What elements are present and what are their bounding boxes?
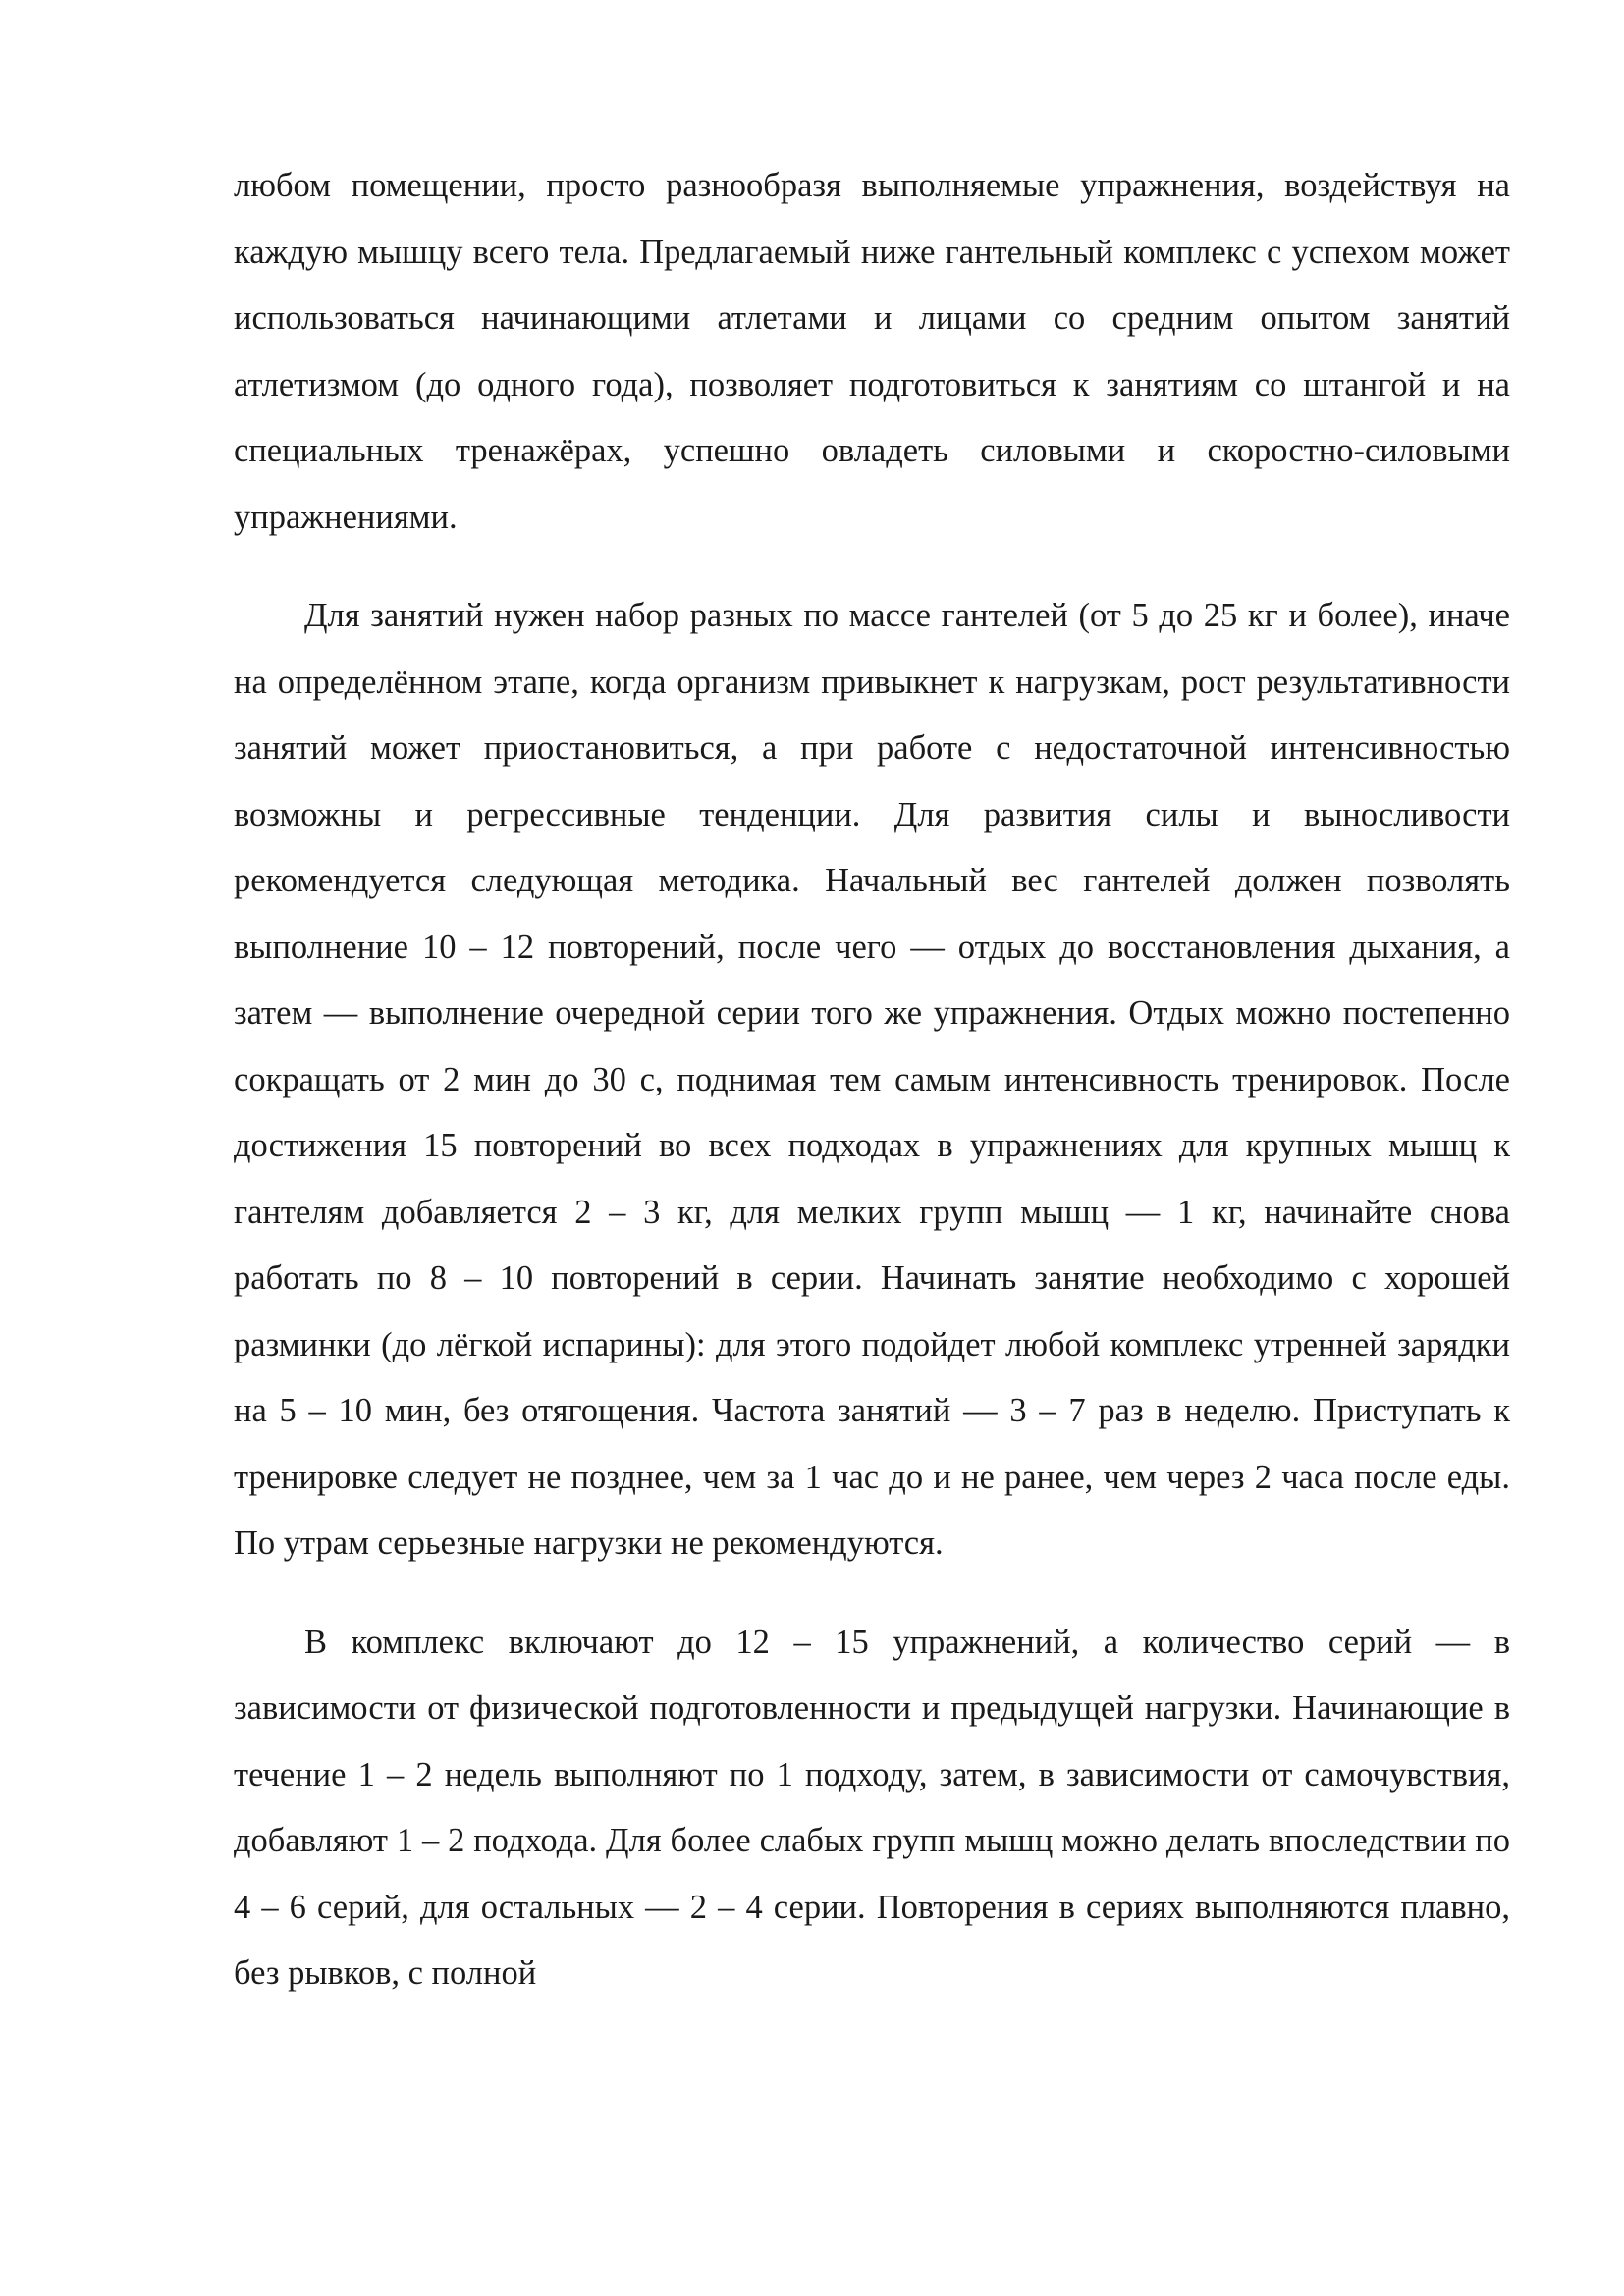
paragraph-exercise-sets: В комплекс включают до 12 – 15 упражнений, а количество серий — в зависимости от физической подготовленности и предыдущей нагрузки. Начинающие в течение 1 – 2 недель выполняют по 1 подходу, затем, в зависимости от самочувствия, добавляют 1 – 2 подхода. Для более слабых групп мышц можно делать впоследствии по 4 – 6 серий, для остальных — 2 – 4 серии. Повторения в сериях выполняются плавно, без рывков, с полной xyxy=(234,1623,1510,1992)
paragraph-dumbbell-method: Для занятий нужен набор разных по массе гантелей (от 5 до 25 кг и более), иначе на определённом этапе, когда организм привыкнет к нагрузкам, рост результативности занятий может приостановиться, а при работе с недостаточной интенсивностью возможны и регрессивные тенденции. Для развития силы и выносливости рекомендуется следующая методика. Начальный вес гантелей должен позволять выполнение 10 – 12 повторений, после чего — отдых до восстановления дыхания, а затем — выполнение очередной серии того же упражнения. Отдых можно постепенно сокращать от 2 мин до 30 с, поднимая тем самым интенсивность тренировок. После достижения 15 повторений во всех подходах в упражнениях для крупных мышц к гантелям добавляется 2 – 3 кг, для мелких групп мышц — 1 кг, начинайте снова работать по 8 – 10 повторений в серии. Начинать занятие необходимо с хорошей разминки (до лёгкой испарины): для этого подойдет любой комплекс утренней зарядки на 5 – 10 мин, без отягощения. Частота занятий — 3 – 7 раз в неделю. Приступать к тренировке следует не позднее, чем за 1 час до и не ранее, чем через 2 часа после еды. По утрам серьезные нагрузки не рекомендуются. xyxy=(234,597,1510,1562)
body-text xyxy=(234,153,1510,2007)
paragraph-continuation: любом помещении, просто разнообразя выполняемые упражнения, воздействуя на каждую мышцу всего тела. Предлагаемый ниже гантельный комплекс с успехом может использоваться начинающими атлетами и лицами со средним опытом занятий атлетизмом (до одного года), позволяет подготовиться к занятиям со штангой и на специальных тренажёрах, успешно овладеть силовыми и скоростно-силовыми упражнениями. xyxy=(234,167,1510,536)
